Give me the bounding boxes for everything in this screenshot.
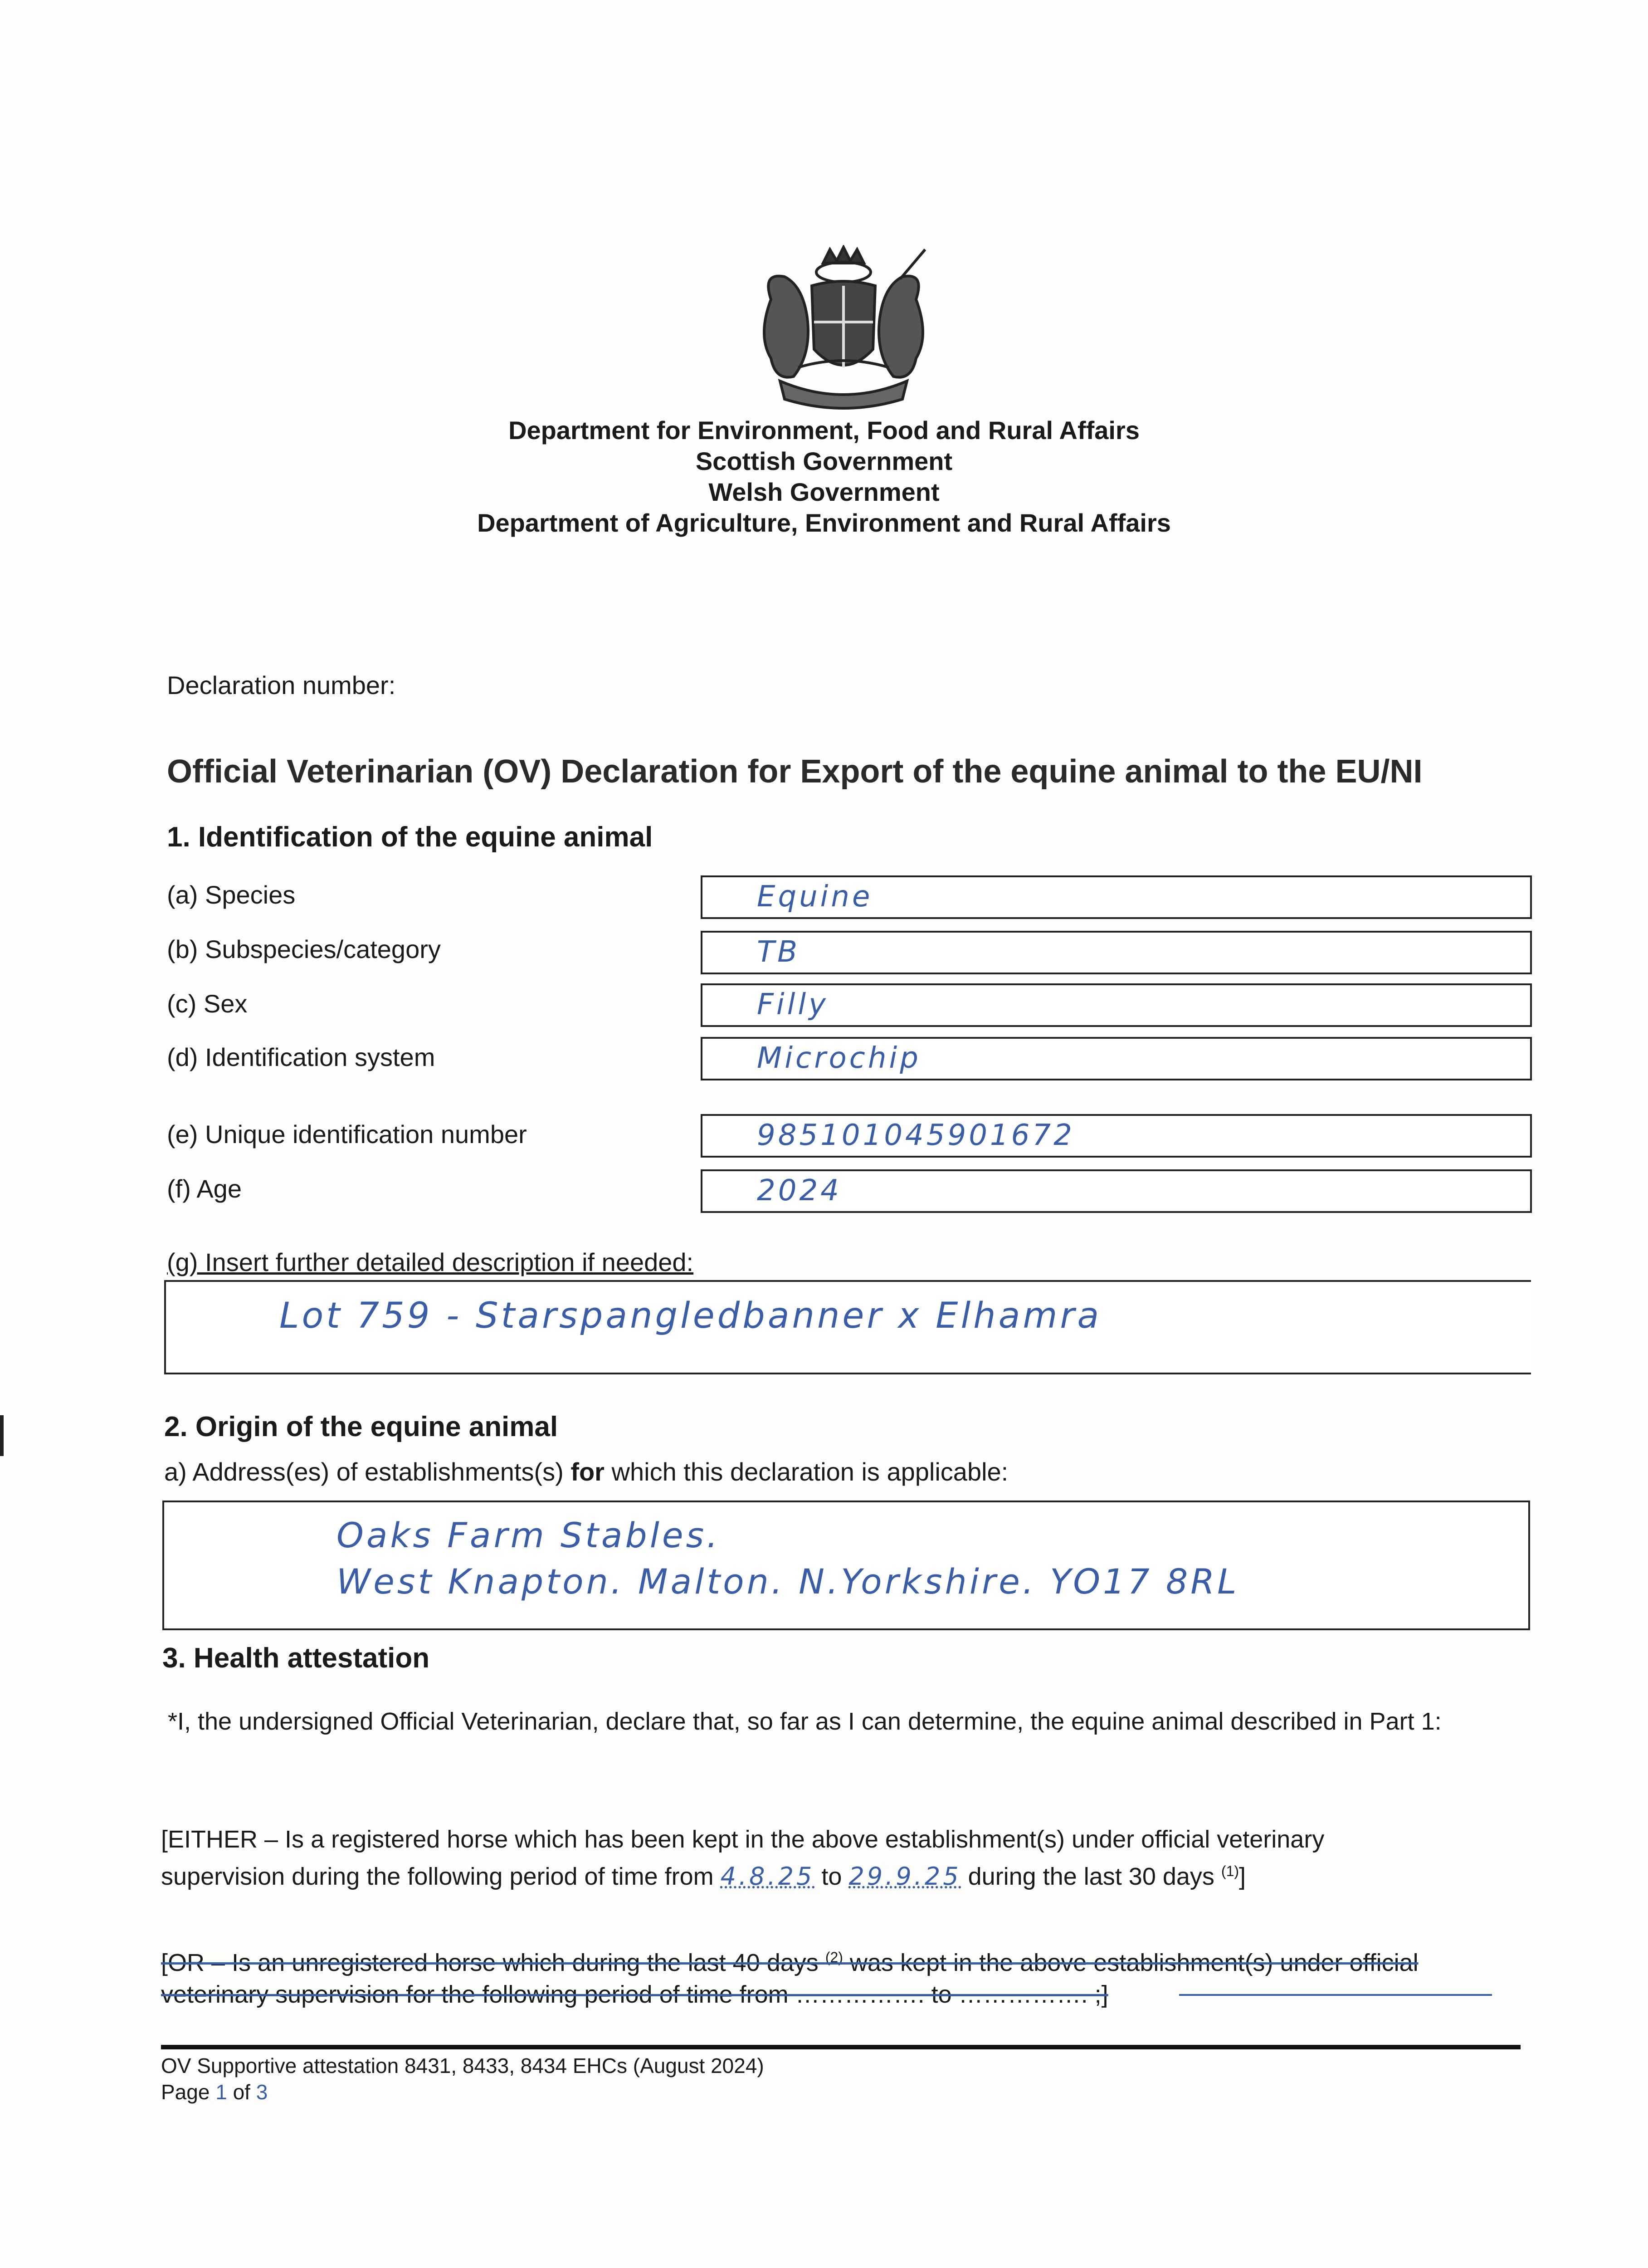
strikethrough-line <box>1179 1994 1492 1996</box>
department-header <box>0 415 1648 538</box>
department-line: Department for Environment, Food and Rural Affairs <box>508 416 1140 445</box>
footer-rule <box>161 2045 1521 2049</box>
field-label-id-system: (d) Identification system <box>167 1043 435 1071</box>
section-3-heading: 3. Health attestation <box>162 1642 430 1674</box>
or-line-2: veterinary supervision for the following period of time from ……………. to ……………. ;] <box>161 1981 1108 2008</box>
either-clause <box>161 1823 1526 1892</box>
subspecies-field[interactable] <box>701 931 1532 974</box>
department-line: Scottish Government <box>695 447 953 475</box>
field-label-subspecies: (b) Subspecies/category <box>167 935 441 963</box>
page-total: 3 <box>256 2080 268 2104</box>
field-label-species: (a) Species <box>167 880 296 909</box>
sex-field[interactable] <box>701 983 1532 1027</box>
section-1-heading: 1. Identification of the equine animal <box>167 821 653 853</box>
id-system-value: Microchip <box>757 1041 921 1075</box>
either-text: during the last 30 days <box>961 1863 1221 1890</box>
footnote-ref-2: (2) <box>825 1949 843 1965</box>
declaration-number-label: Declaration number: <box>167 671 396 699</box>
field-label-age: (f) Age <box>167 1174 242 1203</box>
field-label-sex: (c) Sex <box>167 989 248 1018</box>
page-of: of <box>227 2080 256 2104</box>
period-from-value[interactable]: 4.8.25 <box>720 1862 815 1891</box>
species-value: Equine <box>757 880 873 914</box>
subspecies-value: TB <box>757 935 800 969</box>
royal-coat-of-arms-logo <box>744 245 943 413</box>
address-label-text: which this declaration is applicable: <box>604 1457 1009 1486</box>
id-system-field[interactable] <box>701 1037 1532 1080</box>
footer-attestation: OV Supportive attestation 8431, 8433, 8434 EHCs (August 2024) <box>161 2054 764 2077</box>
page-current: 1 <box>215 2080 227 2104</box>
or-text: was kept in the above establishment(s) under official <box>843 1949 1419 1976</box>
address-line-1: Oaks Farm Stables. <box>336 1515 721 1555</box>
further-description-value: Lot 759 - Starspangledbanner x Elhamra <box>279 1295 1102 1336</box>
address-label-bold: for <box>570 1457 605 1486</box>
species-field[interactable] <box>701 875 1532 919</box>
address-label-text: a) Address(es) of establishments(s) <box>164 1457 571 1486</box>
period-to-value[interactable]: 29.9.25 <box>848 1862 961 1891</box>
section-2-heading: 2. Origin of the equine animal <box>164 1411 558 1442</box>
further-description-field[interactable] <box>164 1280 1531 1374</box>
or-line-1 <box>161 1941 1526 1979</box>
sex-value: Filly <box>757 988 829 1022</box>
or-clause-struck <box>161 1941 1526 2010</box>
either-line-2 <box>161 1855 1526 1892</box>
age-value: 2024 <box>757 1174 842 1207</box>
scan-edge-mark <box>0 1415 4 1456</box>
or-text: [OR – Is an unregistered horse which during the last 40 days <box>161 1949 825 1976</box>
field-label-uid: (e) Unique identification number <box>167 1120 527 1149</box>
department-line: Welsh Government <box>708 478 940 506</box>
age-field[interactable] <box>701 1169 1532 1213</box>
further-description-label: (g) Insert further detailed description if needed: <box>167 1248 694 1276</box>
attestation-intro: *I, the undersigned Official Veterinarian, declare that, so far as I can determine, the equine animal described in Part 1: <box>168 1708 1442 1735</box>
either-text: to <box>814 1863 849 1890</box>
either-text: ] <box>1239 1863 1246 1890</box>
address-line-2: West Knapton. Malton. N.Yorkshire. YO17 8RL <box>336 1561 1239 1602</box>
uid-value: 985101045901672 <box>757 1119 1075 1152</box>
document-title: Official Veterinarian (OV) Declaration for Export of the equine animal to the EU/NI <box>167 753 1423 790</box>
either-text: supervision during the following period of time from <box>161 1863 721 1890</box>
address-field[interactable] <box>162 1501 1530 1630</box>
footer <box>161 2053 764 2105</box>
uid-field[interactable] <box>701 1114 1532 1158</box>
page-label: Page <box>161 2080 216 2104</box>
department-line: Department of Agriculture, Environment and Rural Affairs <box>477 508 1171 537</box>
page-number <box>161 2079 764 2105</box>
either-line-1: [EITHER – Is a registered horse which has been kept in the above establishment(s) under official veterinary <box>161 1826 1325 1853</box>
address-label <box>164 1457 1008 1486</box>
footnote-ref-1: (1) <box>1221 1863 1239 1879</box>
